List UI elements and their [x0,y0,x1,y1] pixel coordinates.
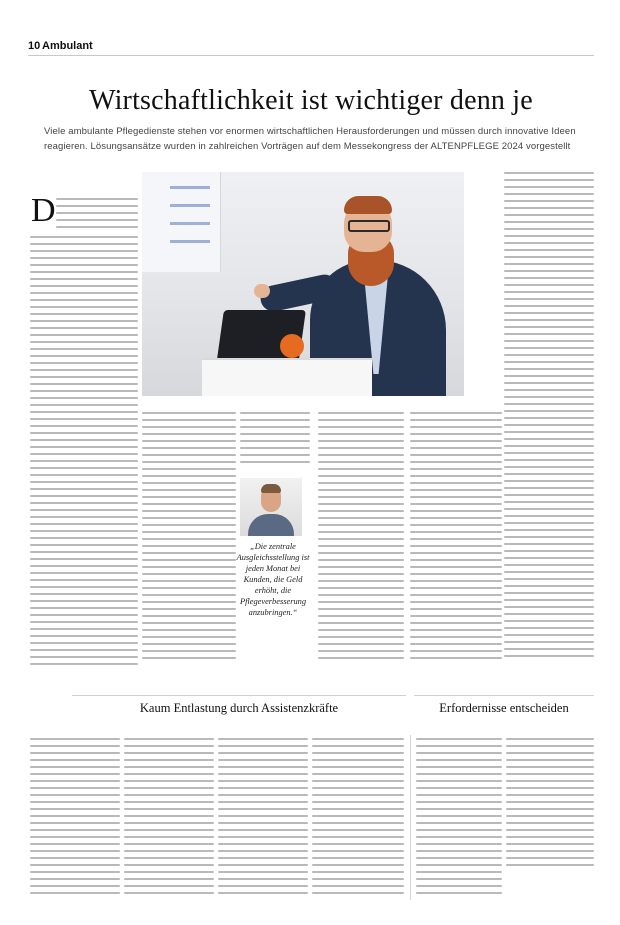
lower-left-rule [72,695,406,696]
lower-right-column-2 [506,738,594,876]
lower-left-column-2 [124,738,214,898]
pull-quote: „Die zentrale Ausgleichsstellung ist jeden Monat bei Kunden, die Geld erhöht, die Pflegeverbesserung anzubringen.“ [236,542,310,617]
podium [202,358,372,396]
article-headline: Wirtschaftlichkeit ist wichtiger denn je [89,85,533,116]
column-divider [410,735,411,900]
lower-right-headline: Erfordernisse entscheiden [439,701,569,715]
page-header [28,40,594,54]
lower-left-column-3 [218,738,308,898]
body-column-3b [318,412,404,666]
speaker-photo [142,172,464,396]
lower-left-headline: Kaum Entlastung durch Assistenzkräfte [139,701,339,715]
lower-right-rule [414,695,594,696]
drop-cap: D [31,192,56,229]
page-number: 10 [28,40,41,52]
body-column-3a [240,412,310,472]
article-lead: Viele ambulante Pflegedienste stehen vor enormen wirtschaftlichen Herausforderungen und müssen durch innovative Ideen reagieren. Lösungsansätze wurden in zahlreichen Vorträgen auf dem Messekongress der ALTENPFLEGE 2024 vorgestellt [44,126,576,152]
lower-left-column-1 [30,738,120,898]
section-label: Ambulant [42,40,93,52]
header-rule [28,55,594,56]
body-column-1-cont [30,236,138,666]
body-column-1 [56,198,138,238]
body-column-5 [504,172,594,666]
lower-left-column-4 [312,738,404,898]
portrait-photo [240,478,302,536]
body-column-4 [410,412,502,666]
body-column-2 [142,412,236,666]
lower-right-column-1 [416,738,502,898]
presentation-screen [142,172,221,272]
